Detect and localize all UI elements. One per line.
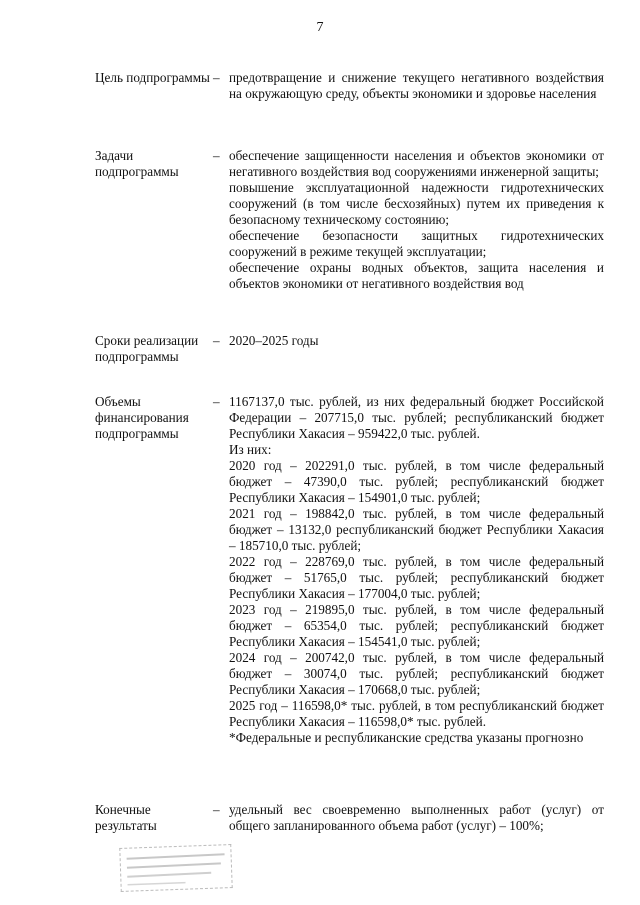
- paragraph: повышение эксплуатационной надежности гидротехнических сооружений (в том числе бесхозяйных) путем их приведения к безопасному техническому состоянию;: [229, 180, 604, 227]
- section-content: [229, 802, 604, 834]
- paragraph: *Федеральные и республиканские средства указаны прогнозно: [229, 730, 584, 745]
- section-content: [229, 70, 604, 102]
- section-dash: –: [213, 333, 220, 348]
- section-dash: –: [213, 394, 220, 409]
- paragraph: предотвращение и снижение текущего негативного воздействия на окружающую среду, объекты экономики и здоровье населения: [229, 70, 604, 101]
- section-label: Сроки реализации подпрограммы: [95, 333, 199, 364]
- section-content: [229, 394, 604, 746]
- paragraph: 1167137,0 тыс. рублей, из них федеральный бюджет Российской Федерации – 207715,0 тыс. рублей; республиканский бюджет Республики Хакасия – 959422,0 тыс. рублей.: [229, 394, 604, 441]
- paragraph: 2020 год – 202291,0 тыс. рублей, в том числе федеральный бюджет – 47390,0 тыс. рублей; республиканский бюджет Республики Хакасия – 154901,0 тыс. рублей;: [229, 458, 604, 505]
- section-dash: –: [213, 802, 220, 817]
- paragraph: 2023 год – 219895,0 тыс. рублей, в том числе федеральный бюджет – 65354,0 тыс. рублей; республиканский бюджет Республики Хакасия – 154541,0 тыс. рублей;: [229, 602, 604, 649]
- paragraph: обеспечение безопасности защитных гидротехнических сооружений в режиме текущей эксплуатации;: [229, 228, 604, 259]
- paragraph: 2021 год – 198842,0 тыс. рублей, в том числе федеральный бюджет – 13132,0 республиканский бюджет Республики Хакасия – 185710,0 тыс. рублей;: [229, 506, 604, 553]
- paragraph: удельный вес своевременно выполненных работ (услуг) от общего запланированного объема работ (услуг) – 100%;: [229, 802, 604, 833]
- paragraph: обеспечение защищенности населения и объектов экономики от негативного воздействия вод сооружениями инженерной защиты;: [229, 148, 604, 179]
- section-content: [229, 148, 604, 292]
- paragraph: 2020–2025 годы: [229, 333, 319, 348]
- section-dash: –: [213, 148, 220, 163]
- paragraph: 2022 год – 228769,0 тыс. рублей, в том числе федеральный бюджет – 51765,0 тыс. рублей; республиканский бюджет Республики Хакасия – 177004,0 тыс. рублей;: [229, 554, 604, 601]
- section-label: Конечные результаты: [95, 802, 157, 833]
- section-label: Объемы финансирования подпрограммы: [95, 394, 189, 441]
- paragraph: 2025 год – 116598,0* тыс. рублей, в том республиканский бюджет Республики Хакасия – 116598,0* тыс. рублей.: [229, 698, 604, 729]
- paragraph: Из них:: [229, 442, 272, 457]
- section-label: Цель подпрограммы: [95, 70, 210, 85]
- paragraph: обеспечение охраны водных объектов, защита населения и объектов экономики от негативного воздействия вод: [229, 260, 604, 291]
- paragraph: 2024 год – 200742,0 тыс. рублей, в том числе федеральный бюджет – 30074,0 тыс. рублей; республиканский бюджет Республики Хакасия – 170668,0 тыс. рублей;: [229, 650, 604, 697]
- stamp-lines-icon: [124, 849, 229, 889]
- document-stamp: [119, 844, 232, 892]
- section-dash: –: [213, 70, 220, 85]
- page-number: 7: [316, 20, 324, 35]
- section-label: Задачи подпрограммы: [95, 148, 179, 179]
- section-content: [229, 333, 604, 349]
